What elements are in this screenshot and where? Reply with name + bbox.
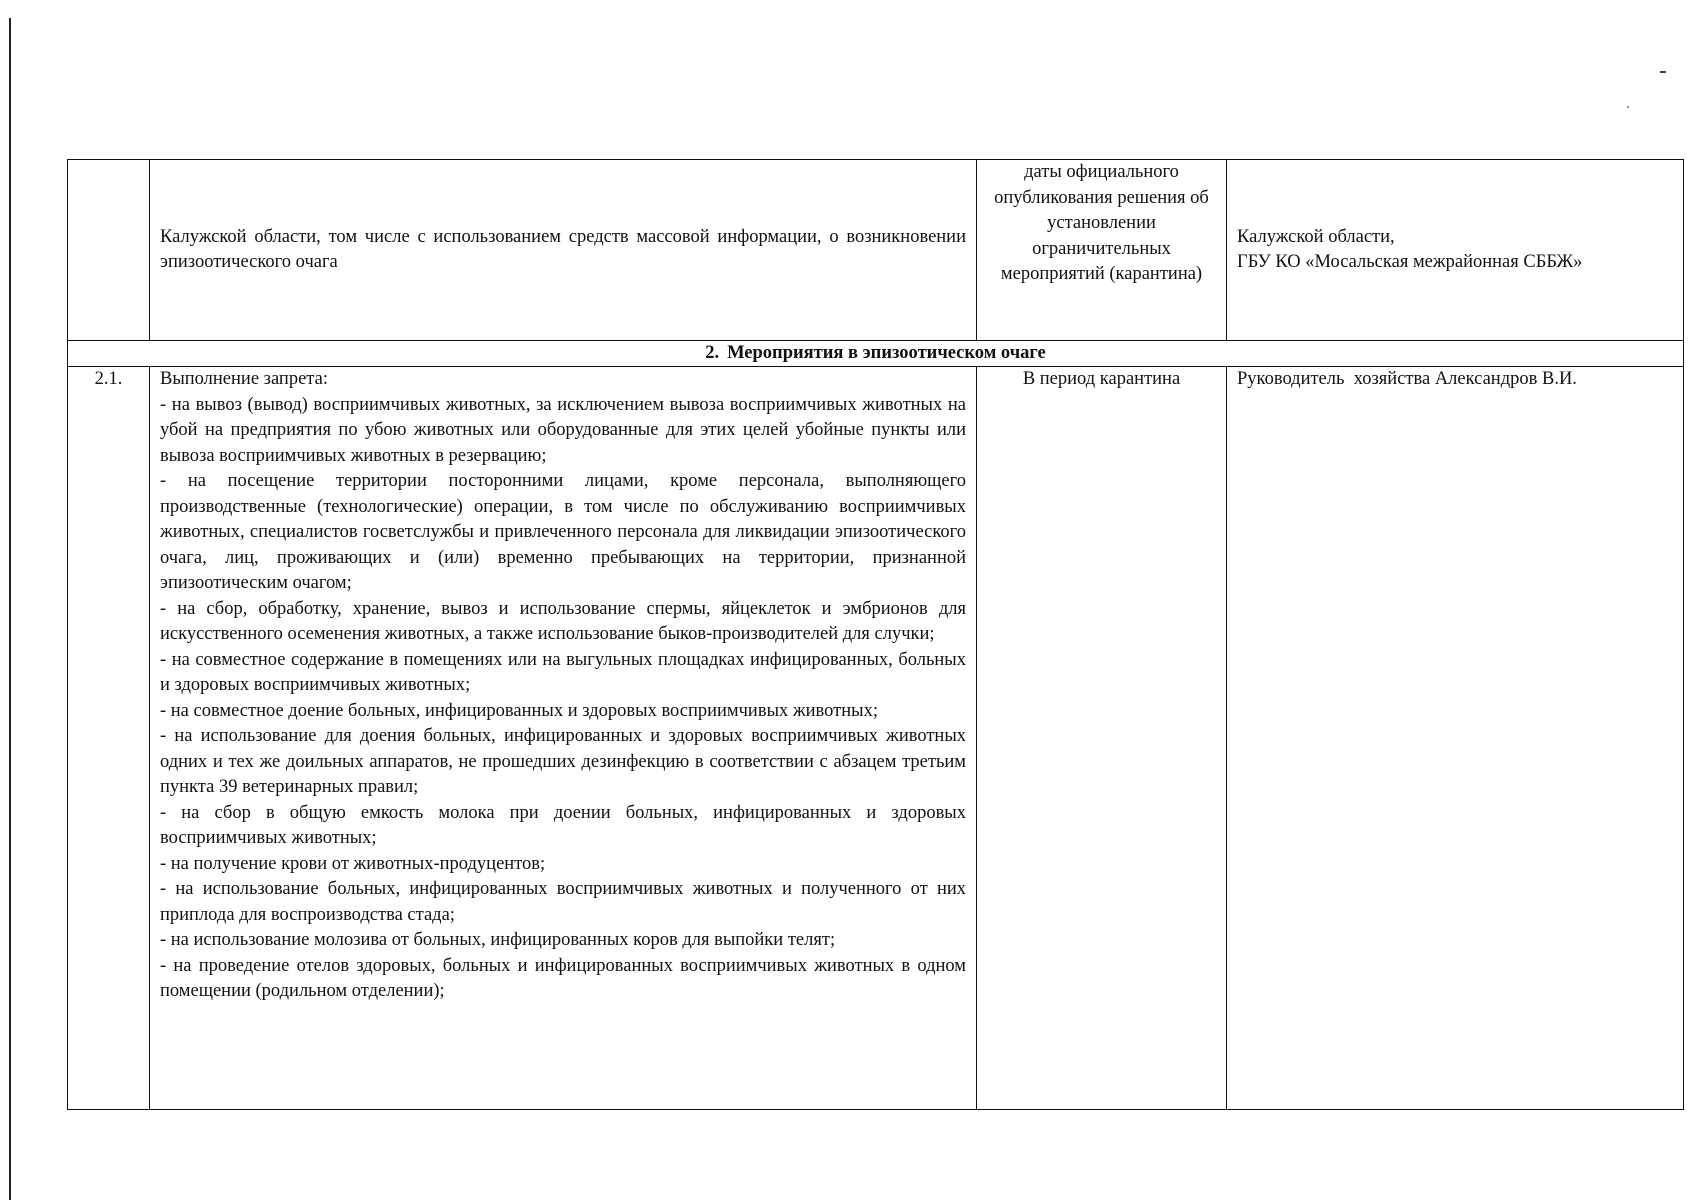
measure-line: - на проведение отелов здоровых, больных и инфицированных восприимчивых животных в одном помещении (родильном отделении); <box>160 955 966 1001</box>
measure-line: - на получение крови от животных-продуцентов; <box>160 853 546 874</box>
measures-table <box>67 159 1684 1110</box>
scan-artifact <box>1627 106 1629 108</box>
measure-line: - на посещение территории посторонними лицами, кроме персонала, выполняющего производственные (технологические) операции, в том числе по обслуживанию восприимчивых животных, специалистов госветслужбы и привлеченного персонала для ликвидации эпизоотического очага, лиц, проживающих и (или) временно пребывающих на территории, признанной эпизоотическим очагом; <box>160 471 966 593</box>
section-heading <box>68 341 1684 367</box>
measure-line: - на совместное доение больных, инфицированных и здоровых восприимчивых животных; <box>160 700 878 721</box>
section-heading-row <box>68 341 1684 367</box>
measure-text-cell <box>150 367 977 1110</box>
responsible-line: ГБУ КО «Мосальская межрайонная СББЖ» <box>1237 252 1583 272</box>
deadline-cell: В период карантина <box>977 367 1227 1110</box>
measure-line: - на совместное содержание в помещениях или на выгульных площадках инфицированных, больных и здоровых восприимчивых животных; <box>160 649 966 695</box>
row-number-cell: 2.1. <box>68 367 150 1110</box>
measure-line: - на сбор, обработку, хранение, вывоз и использование спермы, яйцеклеток и эмбрионов для искусственного осеменения животных, а также использование быков-производителей для случки; <box>160 598 966 644</box>
section-number: 2. <box>705 343 720 363</box>
measure-line: - на вывоз (вывод) восприимчивых животных, за исключением вывоза восприимчивых животных на убой на предприятия по убою животных или оборудованные для этих целей убойные пункты или вывоза восприимчивых животных в резервацию; <box>160 394 966 466</box>
scan-artifact <box>1660 71 1666 73</box>
measure-line: - на использование молозива от больных, инфицированных коров для выпойки телят; <box>160 930 836 950</box>
row-number-cell <box>68 160 150 341</box>
responsible-cell: Руководитель хозяйства Александров В.И. <box>1227 367 1684 1110</box>
measure-text-cell: Калужской области, том числе с использованием средств массовой информации, о возникновении эпизоотического очага <box>150 160 977 341</box>
measure-line: - на использование для доения больных, инфицированных и здоровых восприимчивых животных одних и тех же доильных аппаратов, не прошедших дезинфекцию в соответствии с абзацем третьим пункта 39 ветеринарных правил; <box>160 726 966 797</box>
measure-line: Выполнение запрета: <box>160 369 328 389</box>
deadline-cell: даты официального опубликования решения об установлении ограничительных мероприятий (карантина) <box>977 160 1227 341</box>
measure-line: - на использование больных, инфицированных восприимчивых животных и полученного от них приплода для воспроизводства стада; <box>160 879 966 925</box>
table-row <box>68 160 1684 341</box>
page-margin-line <box>9 18 11 1200</box>
table-row <box>68 367 1684 1110</box>
responsible-line: Калужской области, <box>1237 226 1395 247</box>
responsible-cell <box>1227 160 1684 341</box>
measure-line: - на сбор в общую емкость молока при доении больных, инфицированных и здоровых восприимчивых животных; <box>160 802 966 848</box>
section-title: Мероприятия в эпизоотическом очаге <box>727 343 1046 363</box>
